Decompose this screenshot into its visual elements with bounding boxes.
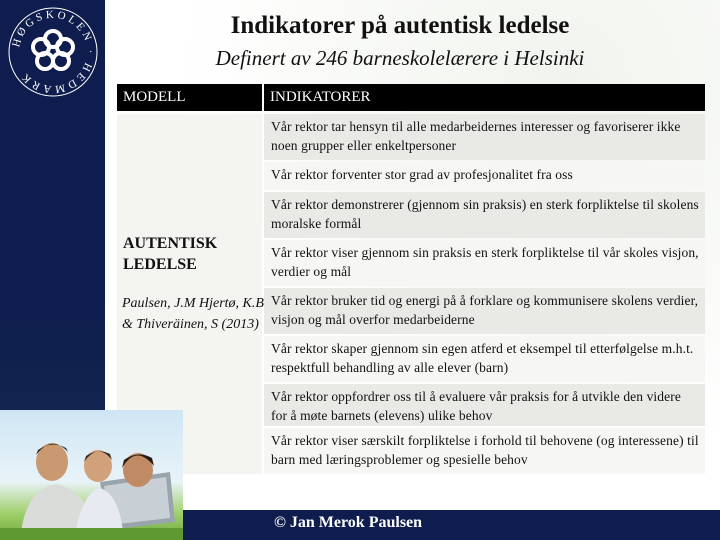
slide-subtitle: Definert av 246 barneskolelærere i Helsinki	[215, 46, 585, 70]
indicator-row: Vår rektor viser gjennom sin praksis en sterk forpliktelse til vår skoles visjon, verdier og mål	[264, 240, 705, 286]
hogskolen-logo	[7, 6, 99, 98]
model-name: AUTENTISK LEDELSE	[123, 235, 218, 273]
svg-text:HØGSKOLEN · HEDMARK: HØGSKOLEN · HEDMARK	[10, 8, 97, 96]
slide-title: Indikatorer på autentisk ledelse	[230, 12, 570, 39]
indicator-row: Vår rektor bruker tid og energi på å forklare og kommunisere skolens verdier, visjon og mål overfor medarbeiderne	[264, 288, 705, 334]
table-header-model: MODELL	[117, 84, 262, 111]
indicator-row: Vår rektor tar hensyn til alle medarbeidernes interesser og favoriserer ikke noen grupper eller enkeltpersoner	[264, 114, 705, 160]
table-header-indicators: INDIKATORER	[264, 84, 705, 111]
indicator-row: Vår rektor forventer stor grad av profesjonalitet fra oss	[264, 162, 705, 190]
indicator-row: Vår rektor demonstrerer (gjennom sin praksis) en sterk forpliktelse til skolens moralske formål	[264, 192, 705, 238]
footer-copyright: © Jan Merok Paulsen	[273, 514, 423, 531]
students-photo	[0, 410, 183, 540]
left-band-gradient	[0, 300, 105, 410]
indicator-row: Vår rektor skaper gjennom sin egen atferd et eksempel til etterfølgelse m.h.t. respektfull behandling av alle elever (barn)	[264, 336, 705, 382]
model-reference: Paulsen, J.M Hjertø, K.B & Thiveräinen, S (2013)	[122, 296, 264, 332]
indicator-row: Vår rektor oppfordrer oss til å evaluere vår praksis for å utvikle den videre for å møte barnets (elevens) ulike behov	[264, 384, 705, 426]
indicator-row: Vår rektor viser særskilt forpliktelse i forhold til behovene (og interessene) til barn med læringsproblemer og spesielle behov	[264, 428, 705, 474]
